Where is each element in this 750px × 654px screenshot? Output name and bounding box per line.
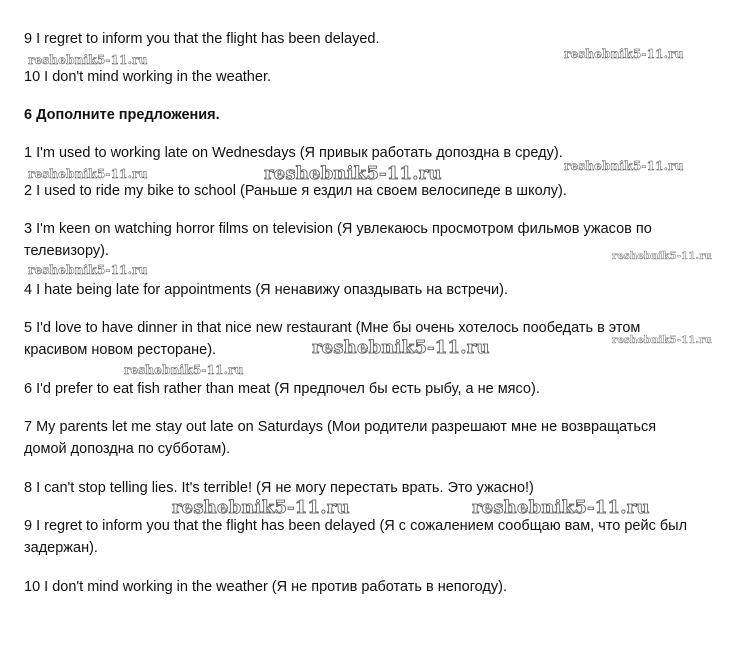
watermark: reshebnik5-11.ru: [172, 497, 350, 518]
sentence-3-line-1: 3 I'm keen on watching horror films on television (Я увлекаюсь просмотром фильмов ужасов по: [24, 221, 652, 237]
watermark: reshebnik5-11.ru: [564, 47, 684, 61]
sentence-10: 10 I don't mind working in the weather (Я не против работать в непогоду).: [24, 579, 507, 595]
sentence-1: 1 I'm used to working late on Wednesdays (Я привык работать допоздна в среду).: [24, 145, 563, 161]
watermark: reshebnik5-11.ru: [312, 337, 490, 358]
sentence-8: 8 I can't stop telling lies. It's terrible! (Я не могу перестать врать. Это ужасно!): [24, 480, 534, 496]
sentence-9-line-1: 9 I regret to inform you that the flight has been delayed (Я с сожалением сообщаю вам, что рейс был: [24, 518, 688, 534]
sentence-7-line-1: 7 My parents let me stay out late on Saturdays (Мои родители разрешают мне не возвращаться: [24, 419, 657, 435]
sentence-3-line-2: телевизору).: [24, 243, 109, 259]
sentence-7-line-2: домой допоздна по субботам).: [24, 441, 231, 457]
watermark: reshebnik5-11.ru: [612, 251, 713, 262]
exercise-heading: 6 Дополните предложения.: [24, 107, 220, 123]
watermark: reshebnik5-11.ru: [28, 167, 148, 181]
watermark: reshebnik5-11.ru: [264, 163, 442, 184]
sentence-2: 2 I used to ride my bike to school (Раньше я ездил на своем велосипеде в школу).: [24, 183, 567, 199]
watermark: reshebnik5-11.ru: [28, 53, 148, 67]
sentence-6: 6 I'd prefer to eat fish rather than meat (Я предпочел бы есть рыбу, а не мясо).: [24, 381, 540, 397]
sentence-5-line-1: 5 I'd love to have dinner in that nice new restaurant (Мне бы очень хотелось пообедать в этом: [24, 320, 641, 336]
watermark: reshebnik5-11.ru: [612, 335, 713, 346]
watermark: reshebnik5-11.ru: [472, 497, 650, 518]
sentence-10-top: 10 I don't mind working in the weather.: [24, 69, 271, 85]
watermark: reshebnik5-11.ru: [124, 363, 244, 377]
sentence-4: 4 I hate being late for appointments (Я ненавижу опаздывать на встречи).: [24, 282, 508, 298]
watermark: reshebnik5-11.ru: [28, 263, 148, 277]
sentence-9-top: 9 I regret to inform you that the flight has been delayed.: [24, 31, 380, 47]
watermark: reshebnik5-11.ru: [564, 159, 684, 173]
sentence-5-line-2: красивом новом ресторане).: [24, 342, 217, 358]
sentence-9-line-2: задержан).: [24, 540, 98, 556]
